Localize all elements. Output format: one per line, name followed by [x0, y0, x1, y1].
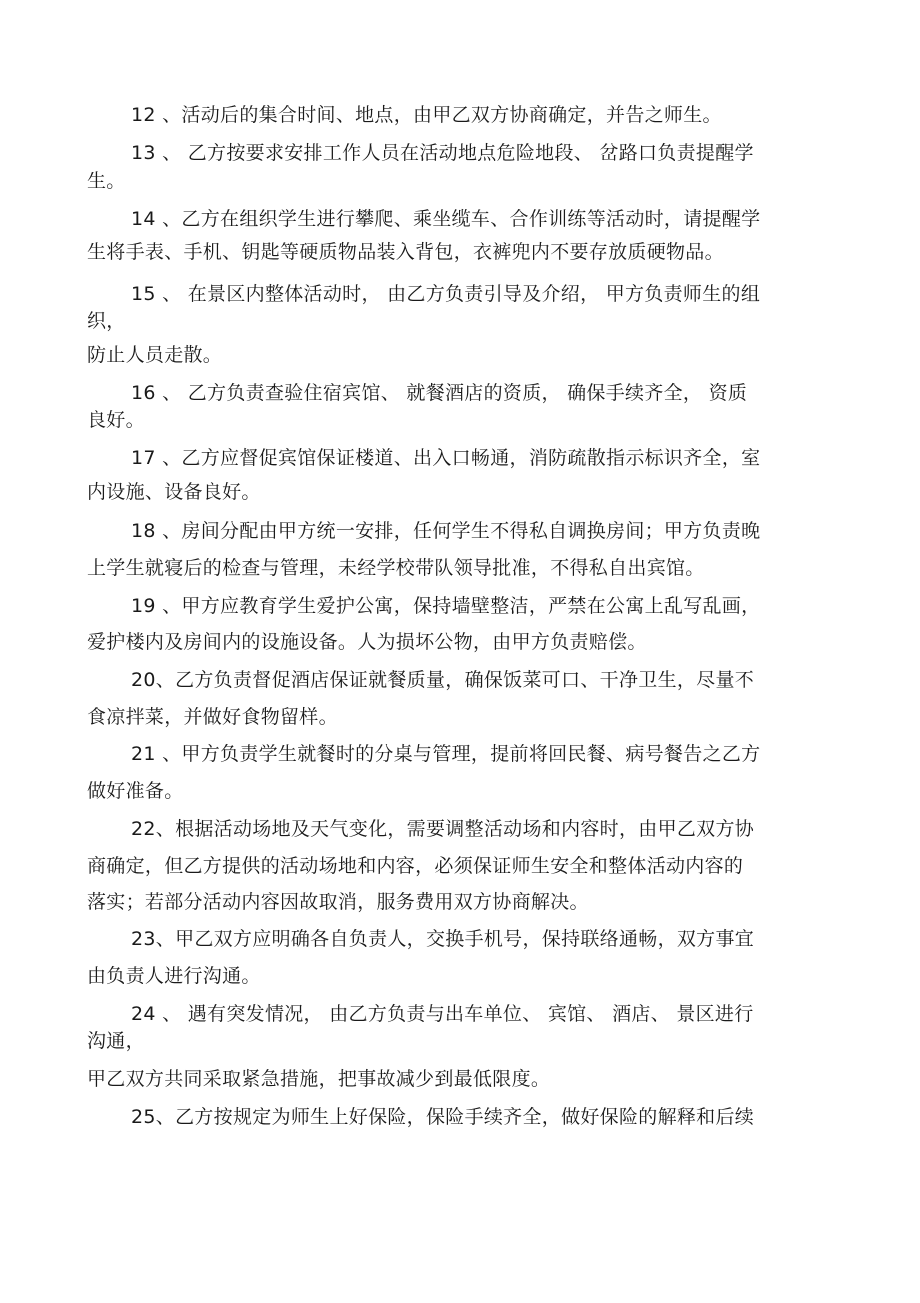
clause-24-line-2: 沟通，: [87, 1030, 145, 1052]
clause-15-line-3: 防止人员走散。: [87, 344, 223, 366]
clause-22-line-1: 22、根据活动场地及天气变化，需要调整活动场和内容时，由甲乙双方协: [131, 818, 755, 840]
clause-21-line-1: 21 、甲方负责学生就餐时的分桌与管理，提前将回民餐、病号餐告之乙方: [131, 743, 761, 765]
clause-20-line-2: 食凉拌菜，并做好食物留样。: [87, 706, 338, 728]
clause-19-line-1: 19 、甲方应教育学生爱护公寓，保持墙壁整洁，严禁在公寓上乱写乱画，: [131, 595, 761, 617]
clause-12-line-1: 12 、活动后的集合时间、地点，由甲乙双方协商确定，并告之师生。: [131, 104, 722, 126]
clause-14-line-1: 14 、乙方在组织学生进行攀爬、乘坐缆车、合作训练等活动时，请提醒学: [131, 208, 761, 230]
clause-17-line-2: 内设施、设备良好。: [87, 481, 261, 503]
clause-13-line-1: 13 、 乙方按要求安排工作人员在活动地点危险地段、 岔路口负责提醒学: [131, 142, 754, 164]
clause-15-line-1: 15 、 在景区内整体活动时， 由乙方负责引导及介绍， 甲方负责师生的组: [131, 283, 761, 305]
clause-22-line-3: 落实；若部分活动内容因故取消，服务费用双方协商解决。: [87, 891, 589, 913]
clause-16-line-2: 良好。: [87, 409, 145, 431]
clause-18-line-1: 18 、房间分配由甲方统一安排，任何学生不得私自调换房间；甲方负责晚: [131, 520, 761, 542]
clause-24-line-3: 甲乙双方共同采取紧急措施，把事故减少到最低限度。: [87, 1068, 551, 1090]
clause-22-line-2: 商确定，但乙方提供的活动场地和内容，必须保证师生安全和整体活动内容的: [87, 855, 744, 877]
clause-20-line-1: 20、乙方负责督促酒店保证就餐质量，确保饭菜可口、干净卫生，尽量不: [131, 669, 755, 691]
clause-14-line-2: 生将手表、手机、钥匙等硬质物品装入背包，衣裤兜内不要存放质硬物品。: [87, 241, 724, 263]
clause-18-line-2: 上学生就寝后的检查与管理，未经学校带队领导批准，不得私自出宾馆。: [87, 557, 705, 579]
clause-13-line-2: 生。: [87, 170, 126, 192]
clause-25-line-1: 25、乙方按规定为师生上好保险，保险手续齐全，做好保险的解释和后续: [131, 1106, 755, 1128]
clause-15-line-2: 织，: [87, 310, 126, 332]
clause-23-line-2: 由负责人进行沟通。: [87, 965, 261, 987]
clause-21-line-2: 做好准备。: [87, 780, 184, 802]
clause-23-line-1: 23、甲乙双方应明确各自负责人，交换手机号，保持联络通畅，双方事宜: [131, 928, 755, 950]
clause-19-line-2: 爱护楼内及房间内的设施设备。人为损坏公物，由甲方负责赔偿。: [87, 631, 647, 653]
clause-17-line-1: 17 、乙方应督促宾馆保证楼道、出入口畅通，消防疏散指示标识齐全，室: [131, 447, 761, 469]
clause-24-line-1: 24 、 遇有突发情况， 由乙方负责与出车单位、 宾馆、 酒店、 景区进行: [131, 1003, 754, 1025]
clause-16-line-1: 16 、 乙方负责查验住宿宾馆、 就餐酒店的资质， 确保手续齐全， 资质: [131, 382, 748, 404]
